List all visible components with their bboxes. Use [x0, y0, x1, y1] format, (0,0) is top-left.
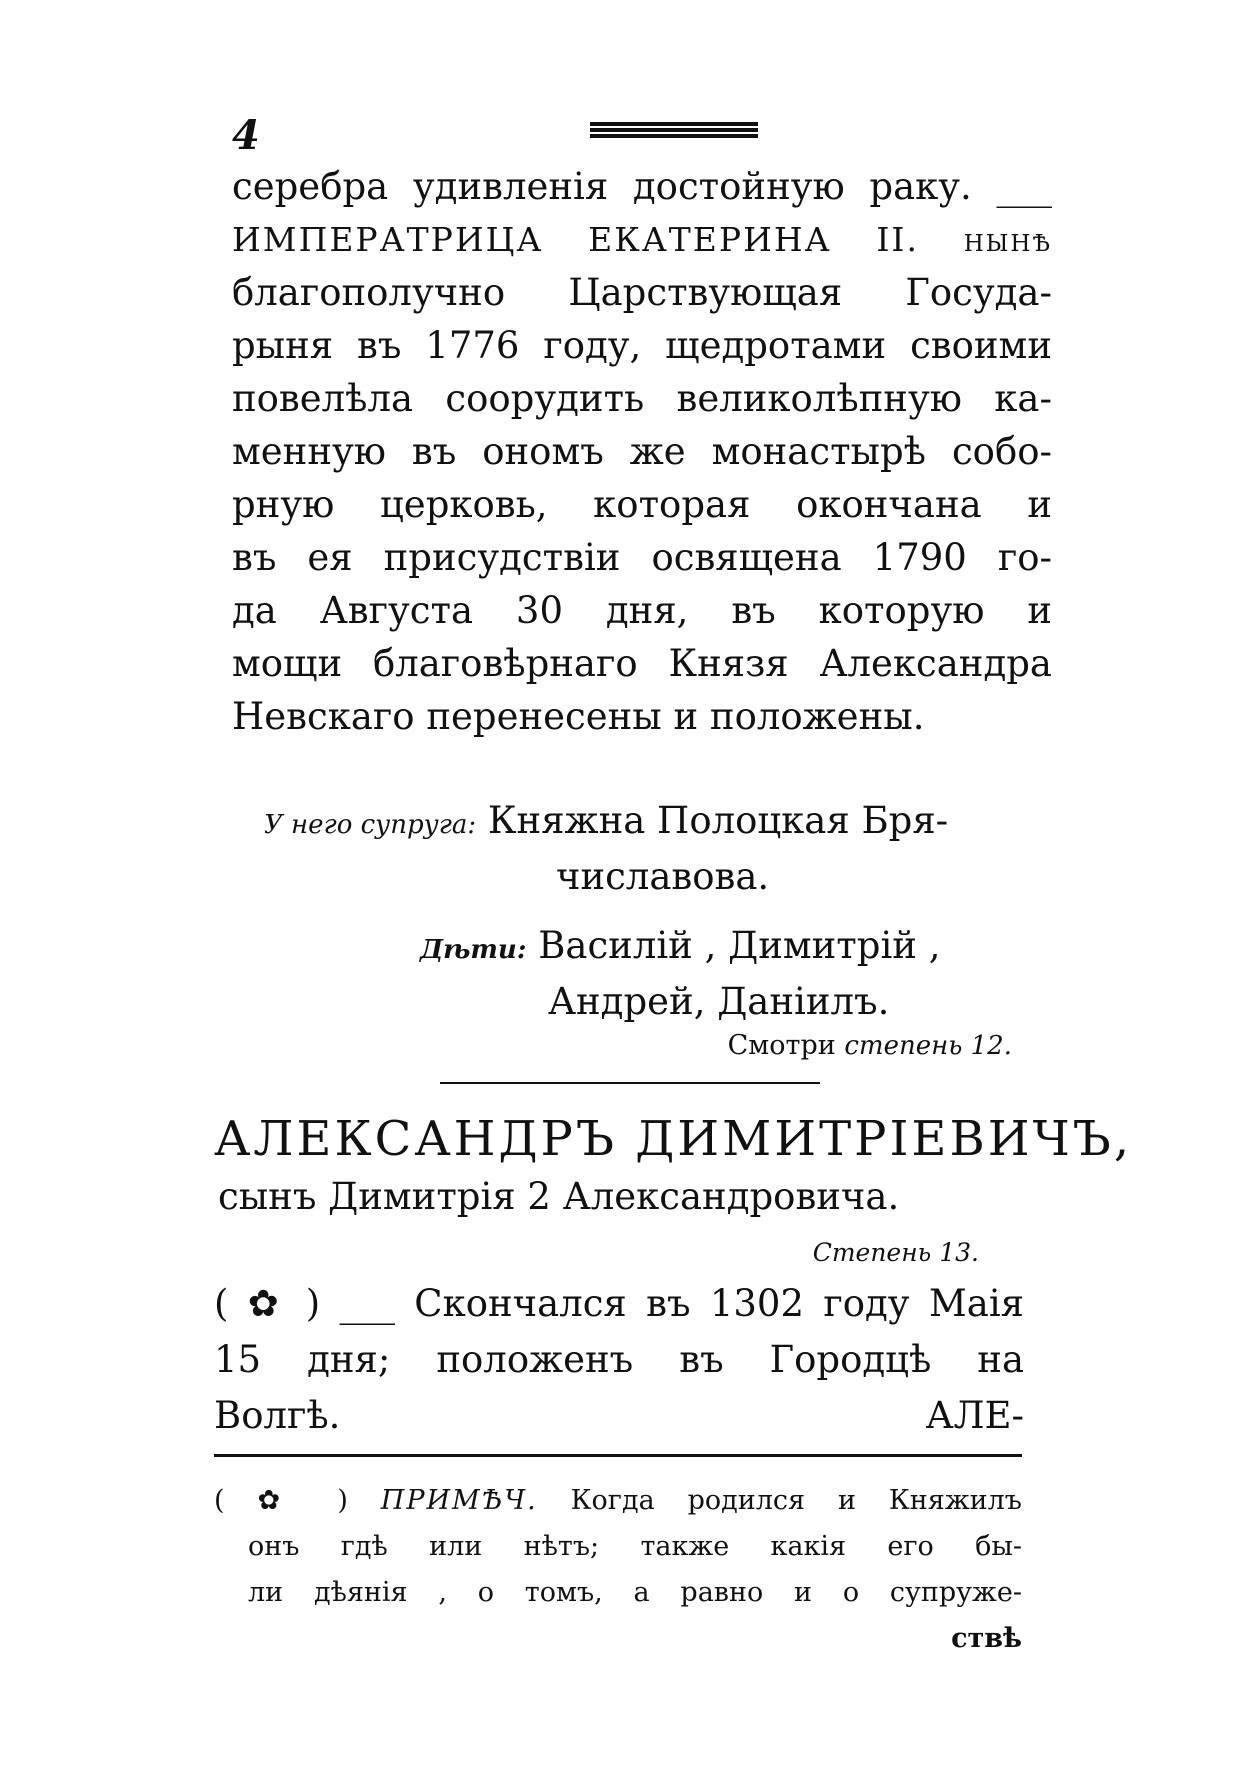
see-also-reference	[728, 1030, 1012, 1061]
footnote-marker: ( ✿ )	[214, 1485, 348, 1516]
text-line: повелѣла соорудить великолѣпную ка-	[232, 377, 1052, 420]
text-line: рную церковь, которая окончана и	[232, 483, 1052, 526]
spouse-line-1: Княжна Полоцкая Бря-	[487, 799, 949, 842]
entry-title: АЛЕКСАНДРЪ ДИМИТРІЕВИЧЪ,	[214, 1111, 1133, 1167]
text-line: благополучно Царствующая Госуда-	[232, 271, 1052, 314]
text-line: ИМПЕРАТРИЦА ЕКАТЕРИНА II. нынѣ	[232, 220, 1052, 259]
spouse-label: У него супруга:	[264, 810, 477, 840]
footnote-line-3: ли дѣянія , о томъ, а равно и о супруже-	[248, 1577, 1022, 1608]
text-line: да Августа 30 дня, въ которую и	[232, 589, 1052, 632]
footnote-label: ПРИМѢЧ.	[380, 1485, 538, 1516]
text-line: мощи благовѣрнаго Князя Александра	[232, 642, 1052, 685]
entry-heading	[214, 1108, 1133, 1224]
text-line: 15 дня; положенъ въ Городцѣ на	[214, 1338, 1024, 1381]
see-also-prefix: Смотри	[727, 1030, 836, 1061]
footnote-line-1-text: Когда родился и Княжилъ	[570, 1485, 1022, 1516]
text-line: въ ея присудствіи освящена 1790 го-	[232, 536, 1052, 579]
text-line: ( ✿ ) ___ Скончался въ 1302 году Маія	[214, 1282, 1024, 1325]
text-line: Волгѣ. АЛЕ-	[214, 1394, 1024, 1437]
text-line: менную въ ономъ же монастырѣ собо-	[232, 430, 1052, 473]
section-divider	[440, 1082, 820, 1084]
footnote-divider	[214, 1454, 1022, 1457]
see-also-text: степень 12.	[844, 1031, 1012, 1061]
text-line: серебра удивленія достойную раку. ___	[232, 165, 1052, 208]
header-ornament	[590, 122, 758, 138]
children-line-1: Василій , Димитрій ,	[538, 924, 941, 967]
entry-text	[214, 1276, 1024, 1444]
spouse-line-2: числавова.	[556, 855, 770, 898]
footnote-line-1	[214, 1478, 1022, 1524]
footnote	[214, 1478, 1022, 1662]
children-entry	[420, 920, 1060, 1028]
text-line: Невскаго перенесены и положены.	[232, 695, 925, 738]
entry-subtitle: сынъ Димитрія 2 Александровича.	[218, 1175, 900, 1218]
spouse-entry	[264, 795, 1054, 903]
page-number: 4	[232, 112, 260, 159]
main-paragraph	[232, 160, 1052, 743]
children-label: Дѣти:	[420, 935, 527, 965]
footnote-line-2: онъ гдѣ или нѣтъ; также какія его бы-	[248, 1531, 1022, 1562]
catchword: ствѣ	[951, 1623, 1022, 1654]
degree-label: Степень 13.	[812, 1238, 979, 1267]
text-line: рыня въ 1776 году, щедротами своими	[232, 324, 1052, 367]
children-line-2: Андрей, Даніилъ.	[548, 980, 890, 1023]
